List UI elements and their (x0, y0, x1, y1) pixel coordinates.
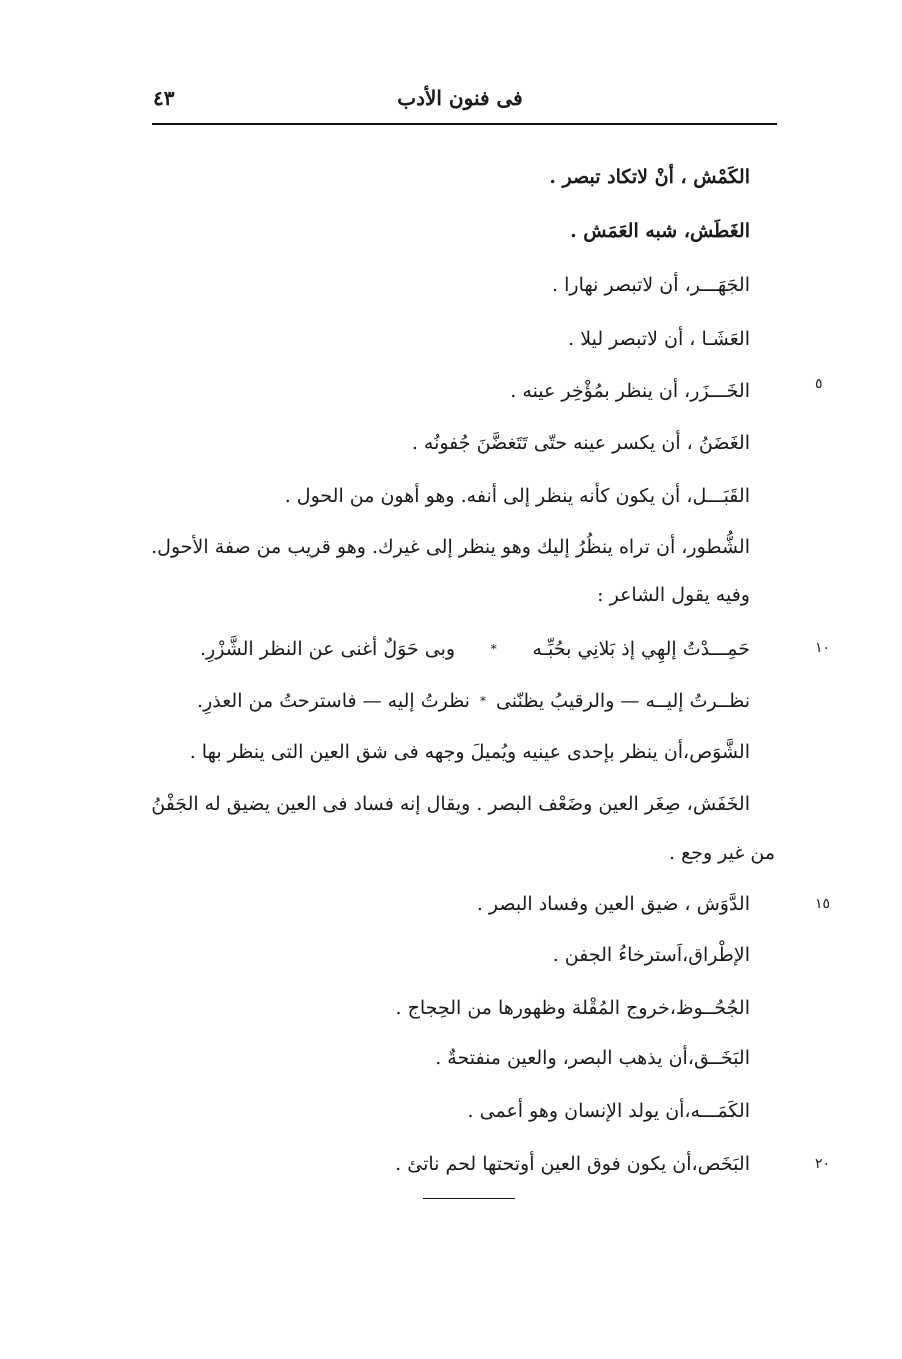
line-number: ٢٠ (815, 1156, 831, 1172)
verse-second-hemistich: وبى حَوَلٌ أغنى عن النظر الشَّزْرِ. (200, 638, 456, 660)
text-line: الخَفَش، صِغَر العين وضَعْف البصر . ويقال إنه فساد فى العين يضيق له الجَفْنُ (151, 793, 750, 815)
text-line: الخَـــزَر، أن ينظر بمُؤْخِر عينه . (510, 380, 750, 402)
text-line: القَبَـــل، أن يكون كأنه ينظر إلى أنفه. وهو أهون من الحول . (284, 485, 750, 507)
line-number: ٥ (815, 376, 823, 392)
verse-separator: * (490, 642, 497, 656)
text-line: الإطْراق،اَسترخاءُ الجفن . (552, 944, 750, 966)
verse-first-hemistich: نظــرتُ إليــه — والرقيبُ يظنّنى (495, 690, 750, 712)
text-line: الجَهَـــر، أن لاتبصر نهارا . (552, 274, 750, 296)
header-rule (152, 123, 777, 125)
text-line: العَشَـا ، أن لاتبصر ليلا . (568, 328, 750, 350)
text-line: البَخَــق،أن يذهب البصر، والعين منفتحةٌ . (435, 1047, 750, 1069)
line-number: ١٠ (815, 640, 831, 656)
verse-separator: * (479, 694, 486, 708)
text-line: الكَمَـــه،أن يولد الإنسان وهو أعمى . (467, 1100, 750, 1122)
text-line: من غير وجع . (669, 842, 775, 864)
text-line: الغَطَش، شبه العَمَش . (570, 220, 750, 242)
text-line: الغَضَنُ ، أن يكسر عينه حتّى تَتَغضَّنَ جُفونُه . (411, 432, 750, 454)
verse-first-hemistich: حَمِـــدْتُ إلهِي إذ بَلانِي بحُبِّـه (532, 638, 750, 660)
text-line: الدَّوَش ، ضيق العين وفساد البصر . (476, 893, 750, 915)
text-line: البَخَص،أن يكون فوق العين أوتحتها لحم ناتئ . (395, 1153, 750, 1175)
verse-second-hemistich: نظرتُ إليه — فاسترحتُ من العذرِ. (197, 690, 470, 712)
running-header-title: فى فنون الأدب (397, 86, 523, 110)
verse-line (197, 686, 750, 716)
line-number: ١٥ (815, 896, 831, 912)
text-line: الشَّوَص،أن ينظر بإحدى عينيه ويُميلَ وجهه فى شق العين التى ينظر بها . (189, 741, 750, 763)
text-line: الكَمْش ، أنْ لاتكاد تبصر . (549, 166, 750, 188)
text-line: الجُحُــوظ،خروج المُقْلة وظهورها من الحِجاج . (395, 997, 750, 1019)
verse-line (200, 634, 750, 664)
text-line: وفيه يقول الشاعر : (597, 584, 750, 606)
page-number: ٤٣ (153, 86, 175, 110)
footer-rule (423, 1198, 515, 1199)
text-line: الشُّطور، أن تراه ينظُرُ إليك وهو ينظر إلى غيرك. وهو قريب من صفة الأحول. (151, 536, 750, 558)
